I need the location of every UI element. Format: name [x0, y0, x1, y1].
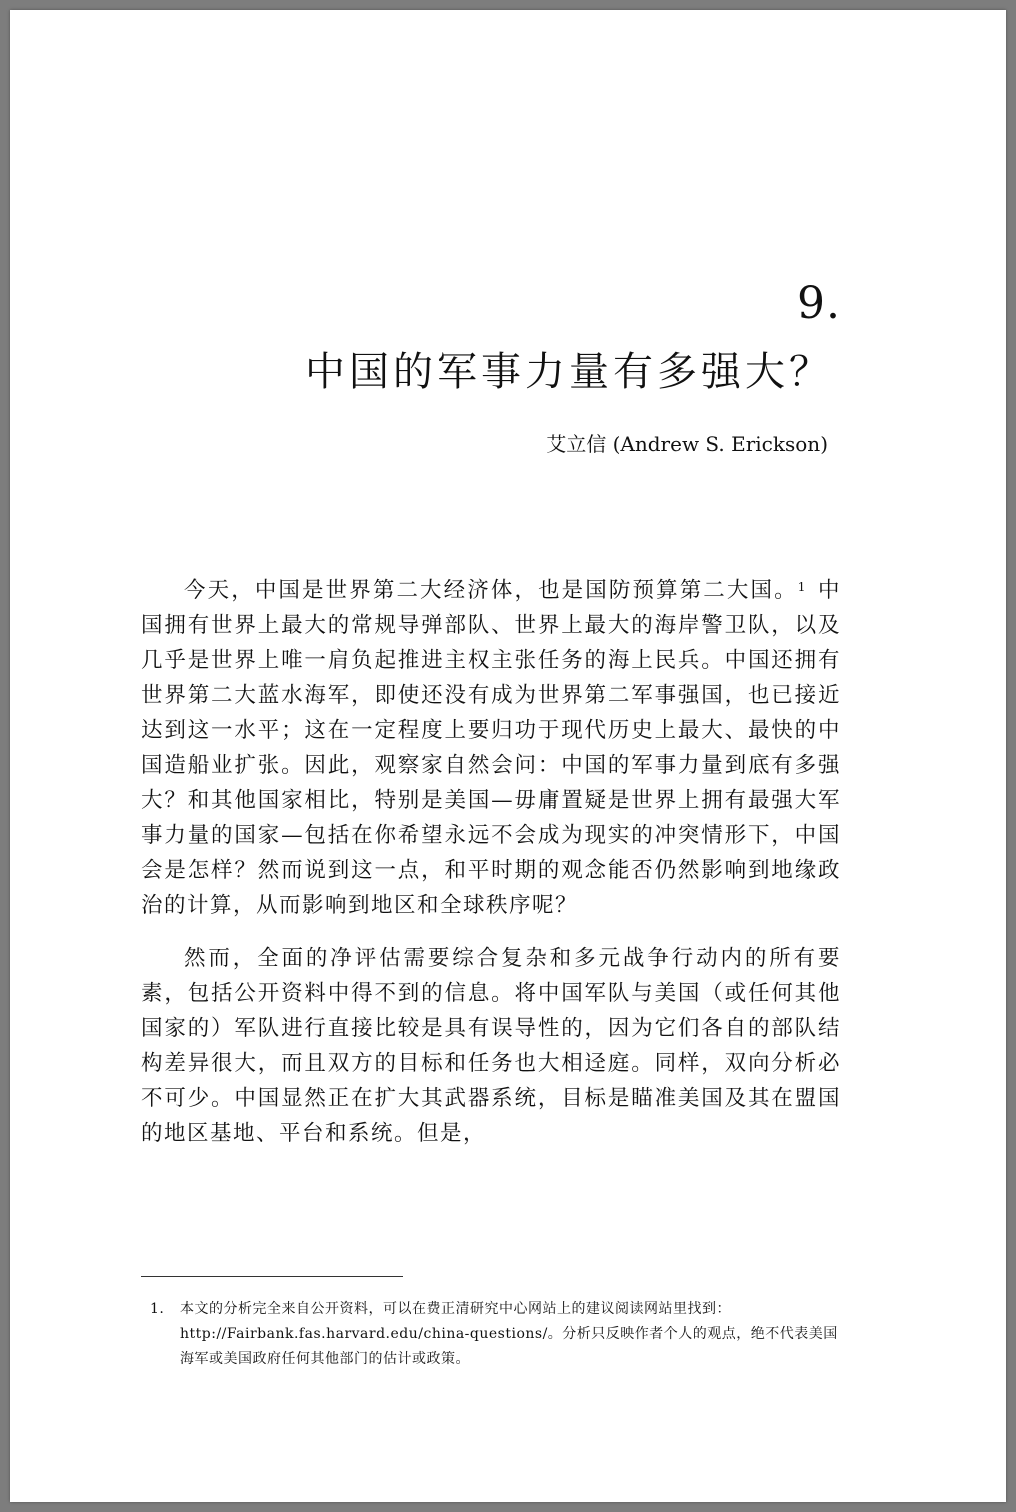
paragraph-2: 然而，全面的净评估需要综合复杂和多元战争行动内的所有要素，包括公开资料中得不到的信息。将中国军队与美国（或任何其他国家的）军队进行直接比较是具有误导性的，因为它们各自的部队结构差异很大，而且双方的目标和任务也大相迳庭。同样，双向分析必不可少。中国显然正在扩大其武器系统，目标是瞄准美国及其在盟国的地区基地、平台和系统。但是， — [141, 946, 841, 1146]
paragraph-1 — [141, 570, 841, 923]
chapter-number: 9. — [797, 278, 841, 329]
document-page — [10, 10, 1006, 1502]
paragraph-1-start: 今天，中国是世界第二大经济体，也是国防预算第二大国。 — [184, 578, 798, 603]
footnote-number: 1. — [150, 1301, 165, 1317]
chapter-author: 艾立信 (Andrew S. Erickson) — [546, 432, 828, 456]
footnote-reference[interactable]: 1 — [797, 580, 806, 594]
paragraph-1-rest: 中国拥有世界上最大的常规导弹部队、世界上最大的海岸警卫队，以及几乎是世界上唯一肩负起推进主权主张任务的海上民兵。中国还拥有世界第二大蓝水海军，即使还没有成为世界第二军事强国，也已接近达到这一水平；这在一定程度上要归功于现代历史上最大、最快的中国造船业扩张。因此，观察家自然会问：中国的军事力量到底有多强大？和其他国家相比，特别是美国—毋庸置疑是世界上拥有最强大军事力量的国家—包括在你希望永远不会成为现实的冲突情形下，中国会是怎样？然而说到这一点，和平时期的观念能否仍然影响到地缘政治的计算，从而影响到地区和全球秩序呢？ — [141, 578, 841, 918]
chapter-title: 中国的军事力量有多强大？ — [305, 349, 833, 395]
footnote-text: 本文的分析完全来自公开资料，可以在费正清研究中心网站上的建议阅读网站里找到：http://Fairbank.fas.harvard.edu/china-questions/。分析只反映作者个人的观点，绝不代表美国海军或美国政府任何其他部门的估计或政策。 — [180, 1301, 838, 1367]
footnote — [150, 1297, 850, 1372]
footnote-divider — [141, 1276, 403, 1277]
body-text — [141, 570, 841, 1151]
